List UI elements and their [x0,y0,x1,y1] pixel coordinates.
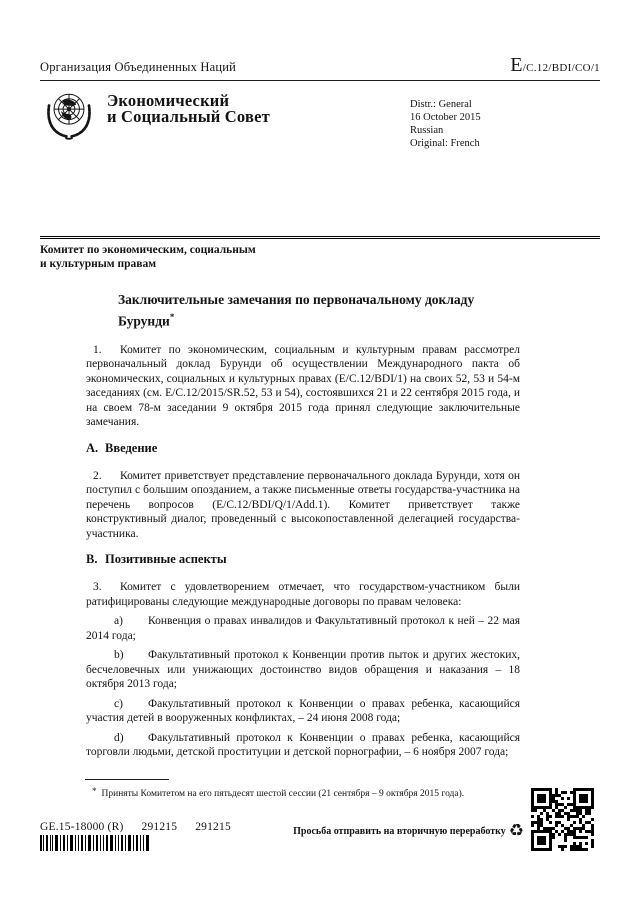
paragraph-number: 2. [93,469,102,482]
section-letter: A. [86,440,99,455]
distr-line-general: Distr.: General [410,99,472,110]
section-letter: B. [86,552,98,566]
paragraph-text: Комитет приветствует представление первоначального доклада Бурунди, хотя он поступил с большим опозданием, а также письменные ответы государства-участника на перечень вопросов (E/C.12/BDI/Q/1/Add.1). Комитет приветствует также конструктивный диалог, проведенный с высокопоставленной делегацией государства-участника. [86,469,520,540]
footnote-text-line [85,785,517,801]
paragraph-number: 3. [93,581,102,593]
paragraph-text: Комитет с удовлетворением отмечает, что государством-участником были ратифицированы следующие международные договоры по правам человека: [86,581,520,608]
paragraph-number: 1. [93,343,102,356]
council-name-line2: и Социальный Совет [107,107,270,126]
paragraph-2 [86,469,520,542]
recycle-icon: ♻ [508,821,524,841]
committee-name-line1: Комитет по экономическим, социальным [40,244,256,256]
print-code-2: 291215 [195,821,231,833]
committee-name [40,244,600,271]
distr-block [410,90,600,149]
paragraph-text: Комитет по экономическим, социальным и культурным правам рассмотрел первоначальный доклад Бурунди об осуществлении Международного пакта об экономических, социальных и культурных правах (E/C.12/BDI/1) на своих 52, 53 и 54-м заседаниях (см. E/C.12/2015/SR.52, 53 и 54), состоявшихся 21 и 22 сентября 2015 года, и на своем 78-м заседании 9 октября 2015 года принял следующие заключительные замечания. [86,343,520,428]
footnote [85,779,517,801]
qr-code [529,786,596,853]
section-title: Введение [105,440,158,455]
header-row [40,90,600,149]
footnote-rule [85,779,169,780]
doc-symbol-rest: /C.12/BDI/CO/1 [522,62,600,74]
org-name: Организация Объединенных Наций [40,60,237,74]
doc-symbol [510,54,600,77]
committee-name-line2: и культурным правам [40,257,157,270]
doc-symbol-initial: E [510,54,523,76]
list-item-text: Факультативный протокол к Конвенции о правах ребенка, касающийся участия детей в вооруженных конфликтах, – 24 июня 2008 года; [86,697,520,724]
council-name-line1: Экономический [107,91,230,110]
list-item-letter: a) [114,615,123,627]
print-info [40,821,249,851]
council-name [107,90,270,149]
distr-line-language: Russian [410,125,444,136]
list-item-letter: d) [114,731,124,744]
list-item-text: Конвенция о правах инвалидов и Факультативный протокол к ней – 22 мая 2014 года; [86,615,520,642]
list-item-letter: b) [114,649,124,661]
document-title [118,292,522,330]
ge-number: GE.15-18000 (R) [40,821,124,833]
section-heading-a [86,441,520,456]
document-title-text: Заключительные замечания по первоначальному докладу Бурунди [118,292,475,328]
distr-line-original: Original: French [410,138,480,149]
masthead [40,54,600,77]
list-item-c [86,697,520,726]
footnote-marker: * [92,786,97,796]
footnote-text: Приняты Комитетом на его пятьдесят шестой сессии (21 сентября – 9 октября 2015 года). [101,789,465,799]
distr-line-date: 16 October 2015 [410,112,481,123]
paragraph-3 [86,580,520,609]
recycle-notice [268,823,524,840]
section-heading-b [86,552,520,567]
section-title: Позитивные аспекты [105,552,227,566]
list-item-b [86,648,520,692]
recycle-text: Просьба отправить на вторичную переработку [293,826,506,837]
list-item-a [86,614,520,643]
barcode-icon [40,835,150,851]
document-body [86,292,520,760]
section-rule [40,236,600,239]
un-emblem-icon [40,90,98,141]
list-item-letter: c) [114,697,123,710]
list-item-text: Факультативный протокол к Конвенции против пыток и других жестоких, бесчеловечных или унижающих достоинство видов обращения и наказания – 18 октября 2013 года; [86,649,520,690]
list-item-d [86,731,520,760]
title-footnote-marker: * [169,311,175,322]
print-code-1: 291215 [141,821,178,833]
paragraph-1 [86,343,520,430]
header-rule [40,80,600,81]
list-item-text: Факультативный протокол к Конвенции о правах ребенка, касающийся торговли людьми, детской проституции и детской порнографии, – 6 ноября 2007 года; [86,731,520,758]
